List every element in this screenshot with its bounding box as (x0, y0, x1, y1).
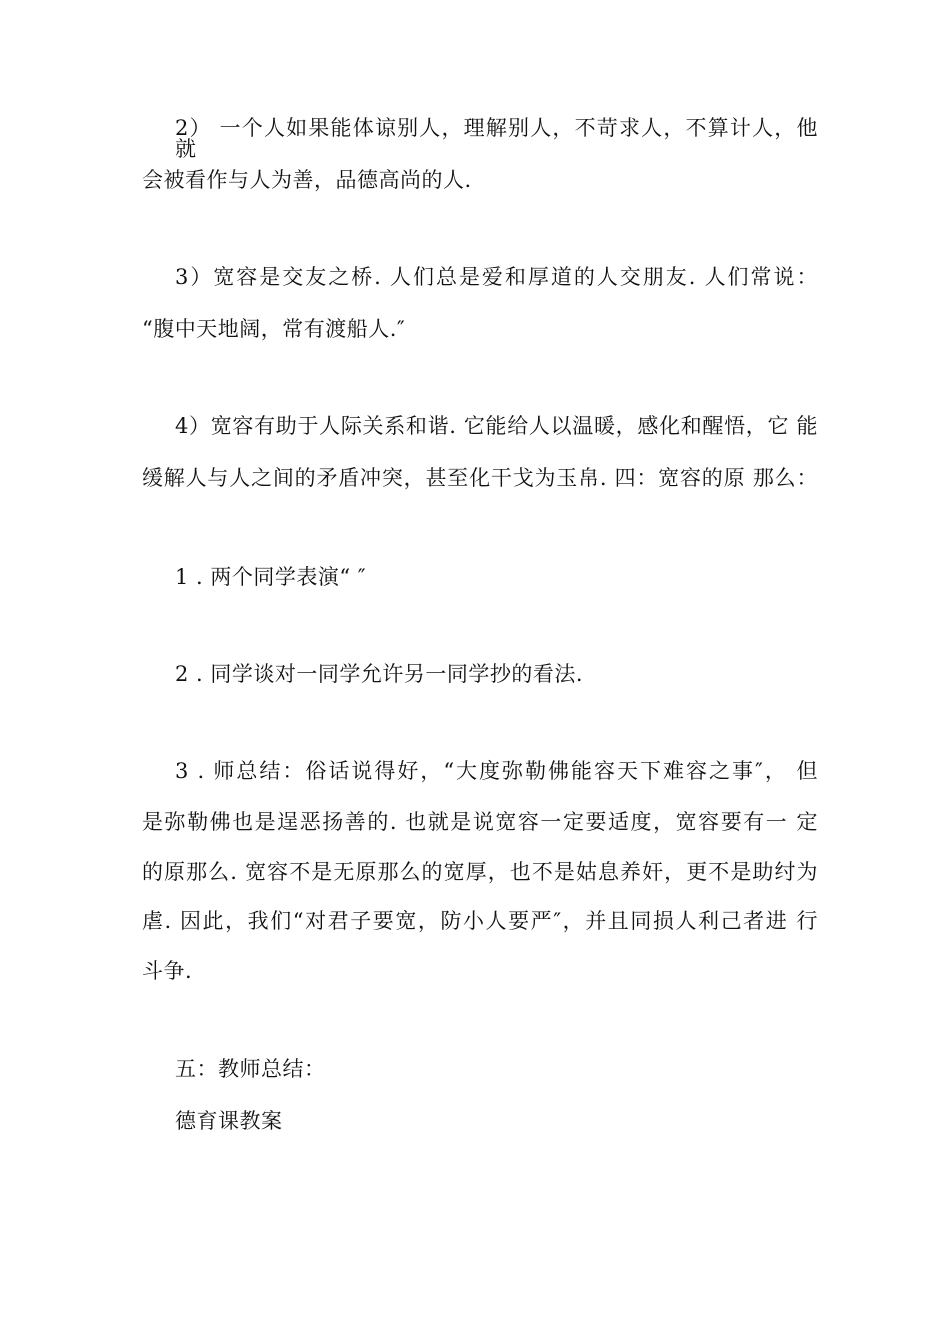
numbered-item-3-line-2: 是弥勒佛也是逞恶扬善的. 也就是说宽容一定要适度，宽容要有一 定 (142, 810, 818, 834)
numbered-item-1: 1 . 两个同学表演“ ″ (175, 565, 367, 589)
paragraph-2-line-2: 会被看作与人为善，品德高尚的人. (142, 168, 472, 192)
numbered-item-3-line-4: 虐. 因此，我们“对君子要宽，防小人要严″，并且同损人利己者进 行 (142, 909, 818, 933)
paragraph-2-line-1: 2） 一个人如果能体谅别人，理解别人，不苛求人，不算计人，他 就 (175, 116, 818, 161)
numbered-item-2: 2 . 同学谈对一同学允许另一同学抄的看法. (175, 662, 584, 686)
numbered-item-3-line-5: 斗争. (142, 959, 193, 983)
document-title: 德育课教案 (175, 1109, 283, 1133)
paragraph-4-line-1: 4）宽容有助于人际关系和谐. 它能给人以温暖，感化和醒悟，它 能 (175, 414, 818, 438)
paragraph-4-line-2: 缓解人与人之间的矛盾冲突，甚至化干戈为玉帛. 四：宽容的原 那么： (142, 466, 818, 490)
numbered-item-3-line-1: 3 . 师总结：俗话说得好，“大度弥勒佛能容天下难容之事″， 但 (175, 759, 818, 783)
paragraph-3-line-2: “腹中天地阔，常有渡船人.″ (142, 317, 406, 341)
section-5-heading: 五：教师总结： (175, 1057, 326, 1081)
numbered-item-3-line-3: 的原那么. 宽容不是无原那么的宽厚，也不是姑息养奸，更不是助纣为 (142, 860, 818, 884)
paragraph-3-line-1: 3）宽容是交友之桥. 人们总是爱和厚道的人交朋友. 人们常说： (175, 265, 818, 289)
